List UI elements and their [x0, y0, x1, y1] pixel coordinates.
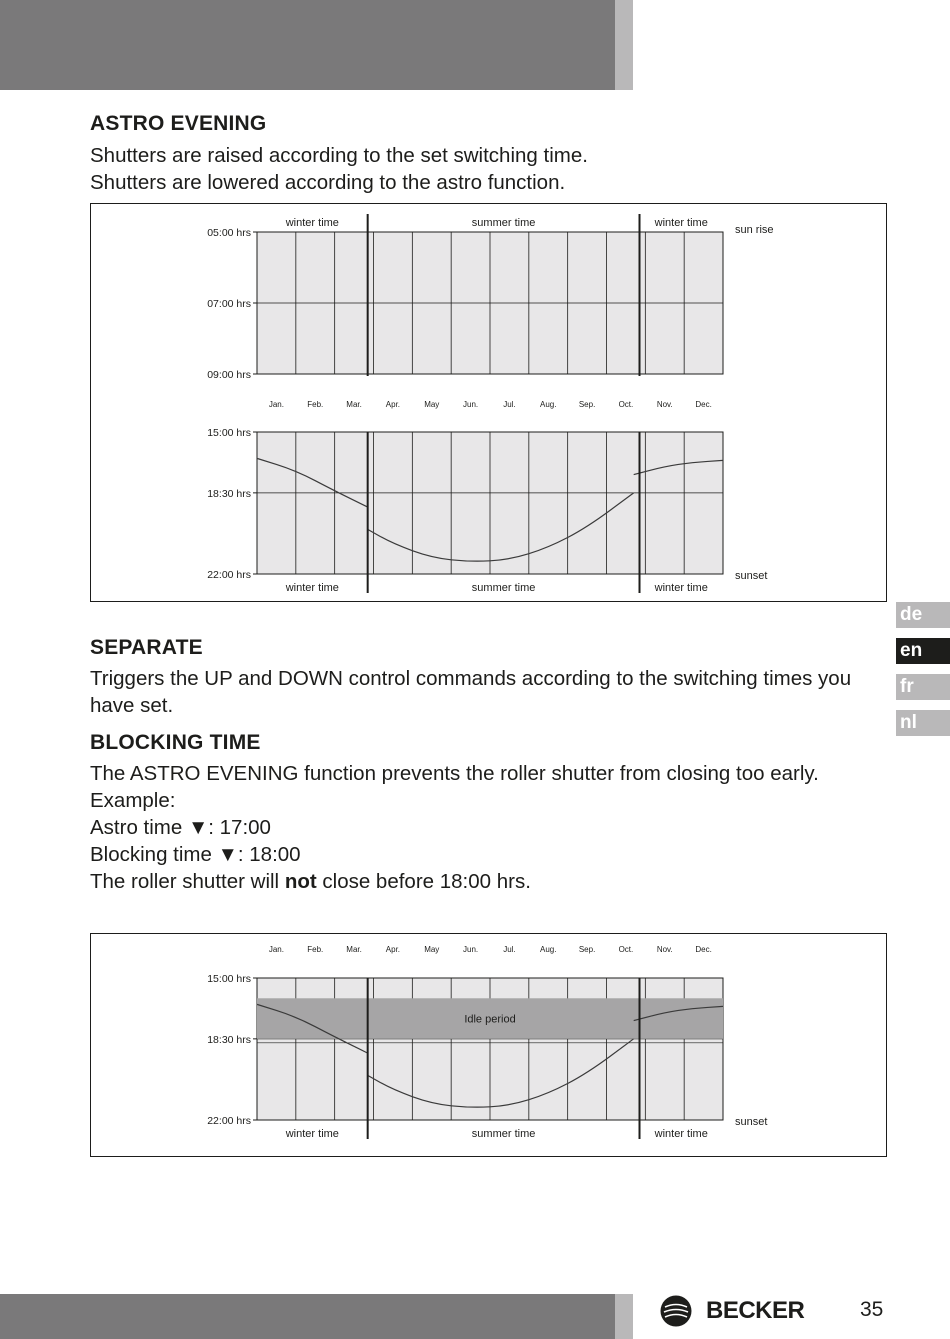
sunrise-season-label: winter time [654, 217, 708, 229]
blocking-season-label: summer time [471, 1128, 536, 1140]
line-5-post: close before 18:00 hrs. [316, 870, 531, 893]
header-bar [0, 0, 615, 90]
blocking-time-section [90, 731, 890, 895]
line-5-bold: not [284, 870, 317, 893]
language-tabs [896, 602, 950, 746]
sunrise-y-tick-label: 09:00 hrs [207, 369, 251, 381]
blocking-time-chart-svg [91, 934, 886, 1156]
sunset-y-tick-label: 22:00 hrs [207, 569, 251, 581]
blocking-month-row-month-label: Aug. [540, 945, 557, 954]
astro-evening-heading: ASTRO EVENING [90, 112, 267, 135]
sunset-season-label: winter time [654, 582, 708, 594]
header-bar-edge [615, 0, 633, 90]
separate-text: Triggers the UP and DOWN control commands according to the switching times you have set. [90, 667, 852, 717]
idle-period-label: Idle period [464, 1013, 516, 1026]
blocking-time-line-3: Astro time ▼: 17:00 [90, 816, 271, 839]
sunset-season-label: summer time [471, 582, 536, 594]
blocking-y-tick-label: 15:00 hrs [207, 973, 251, 985]
blocking-time-line-4: Blocking time ▼: 18:00 [90, 843, 301, 866]
blocking-time-line-2: Example: [90, 789, 176, 812]
sunrise-season-label: summer time [471, 217, 536, 229]
blocking-month-row-month-label: Oct. [618, 945, 634, 954]
sunset-season-label: winter time [285, 582, 339, 594]
blocking-sunset-label: sunset [735, 1116, 768, 1128]
page-number: 35 [860, 1298, 884, 1321]
month-row-month-label: Apr. [385, 400, 401, 409]
brand-block [660, 1293, 804, 1329]
month-row-month-label: Oct. [618, 400, 634, 409]
blocking-y-tick-label: 22:00 hrs [207, 1115, 251, 1127]
astro-evening-chart [90, 203, 887, 602]
footer-bar [0, 1294, 615, 1339]
footer-bar-edge [615, 1294, 633, 1339]
blocking-month-row-month-label: Sep. [578, 945, 596, 954]
blocking-time-line-5 [90, 868, 890, 895]
month-row-month-label: Sep. [578, 400, 596, 409]
astro-evening-line-1: Shutters are raised according to the set switching time. [90, 144, 588, 167]
separate-section [90, 636, 890, 719]
blocking-time-line-1: The ASTRO EVENING function prevents the roller shutter from closing too early. [90, 762, 819, 785]
month-row-month-label: Jul. [503, 400, 516, 409]
sunrise-y-tick-label: 05:00 hrs [207, 227, 251, 239]
sunrise-panel-label: sun rise [735, 224, 774, 236]
blocking-month-row-month-label: Feb. [307, 945, 324, 954]
blocking-y-tick-label: 18:30 hrs [207, 1033, 251, 1046]
blocking-month-row-month-label: Jan. [268, 945, 284, 954]
brand-name: BECKER [706, 1297, 805, 1324]
blocking-month-row-month-label: Jun. [463, 945, 479, 954]
lang-tab-fr[interactable]: fr [896, 674, 950, 700]
blocking-month-row-month-label: Jul. [503, 945, 516, 954]
astro-evening-section [90, 112, 890, 196]
blocking-month-row-month-label: Nov. [656, 945, 673, 954]
separate-heading: SEPARATE [90, 636, 203, 659]
month-row-month-label: Jun. [463, 400, 479, 409]
month-row-month-label: Dec. [695, 400, 712, 409]
blocking-month-row-month-label: May [424, 945, 440, 954]
blocking-season-label: winter time [654, 1128, 708, 1140]
sunset-y-tick-label: 18:30 hrs [207, 487, 251, 500]
line-5-pre: The roller shutter will [90, 870, 285, 893]
month-row-month-label: May [424, 400, 440, 409]
sunrise-y-tick-label: 07:00 hrs [207, 298, 251, 310]
blocking-season-label: winter time [285, 1128, 339, 1140]
month-row-month-label: Jan. [268, 400, 284, 409]
astro-evening-line-2: Shutters are lowered according to the astro function. [90, 171, 566, 194]
blocking-month-row-month-label: Apr. [385, 945, 401, 954]
sunrise-season-label: winter time [285, 217, 339, 229]
lang-tab-de[interactable]: de [896, 602, 950, 628]
month-row-month-label: Aug. [540, 400, 557, 409]
astro-evening-chart-svg [91, 204, 886, 601]
sunset-y-tick-label: 15:00 hrs [207, 427, 251, 439]
blocking-time-chart [90, 933, 887, 1157]
lang-tab-en[interactable]: en [896, 638, 950, 664]
blocking-month-row-month-label: Mar. [346, 945, 362, 954]
blocking-time-heading: BLOCKING TIME [90, 731, 261, 754]
month-row-month-label: Feb. [307, 400, 324, 409]
month-row-month-label: Mar. [346, 400, 362, 409]
lang-tab-nl[interactable]: nl [896, 710, 950, 736]
month-row-month-label: Nov. [656, 400, 673, 409]
becker-logo-icon [660, 1295, 692, 1327]
sunset-panel-label: sunset [735, 570, 768, 582]
blocking-month-row-month-label: Dec. [695, 945, 712, 954]
